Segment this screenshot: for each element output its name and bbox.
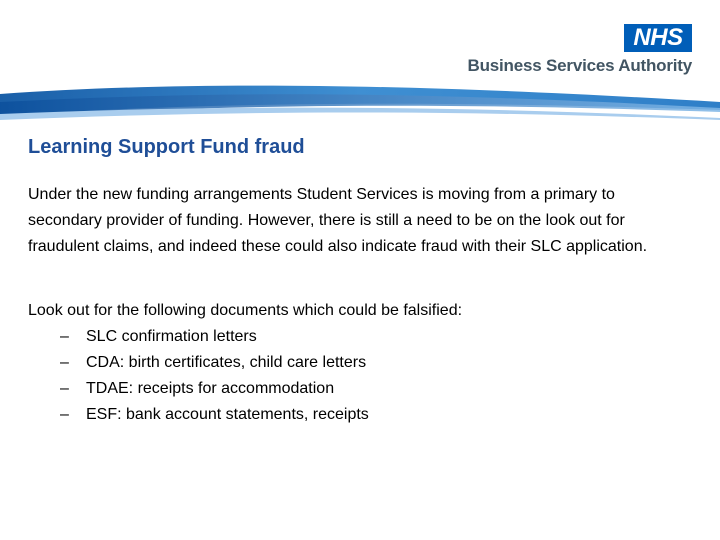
list-item-text: ESF: bank account statements, receipts <box>86 406 369 423</box>
dash-marker: – <box>60 380 69 397</box>
list-item <box>60 324 369 350</box>
body-paragraph: Under the new funding arrangements Student Services is moving from a primary to secondary provider of funding. However, there is still a need to be on the look out for fraudulent claims, and indeed these could also indicate fraud with their SLC application. <box>28 186 648 255</box>
list-item <box>60 402 369 428</box>
dash-marker: – <box>60 406 69 423</box>
list-item <box>60 376 369 402</box>
header-swoosh-banner <box>0 80 720 126</box>
list-item-text: SLC confirmation letters <box>86 328 257 345</box>
list-item-text: CDA: birth certificates, child care letters <box>86 354 367 371</box>
organisation-name: Business Services Authority <box>467 56 692 75</box>
document-list <box>60 324 369 428</box>
dash-marker: – <box>60 354 69 371</box>
nhs-logo: NHS <box>624 24 692 52</box>
list-item <box>60 350 369 376</box>
slide-title: Learning Support Fund fraud <box>28 136 305 158</box>
dash-marker: – <box>60 328 69 345</box>
list-item-text: TDAE: receipts for accommodation <box>86 380 335 397</box>
list-intro: Look out for the following documents which could be falsified: <box>28 302 463 319</box>
